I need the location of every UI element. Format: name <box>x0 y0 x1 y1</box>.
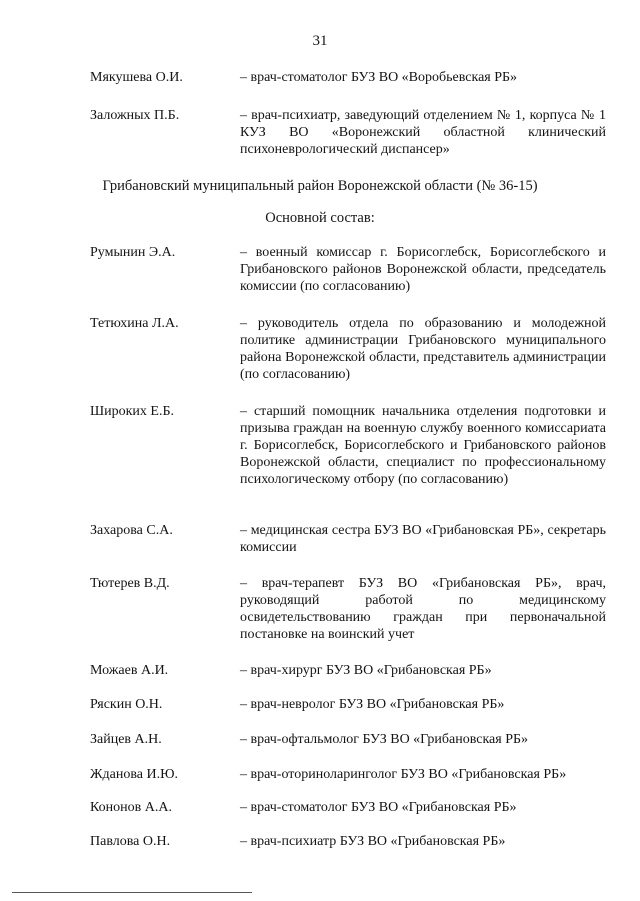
member-role: – руководитель отдела по образованию и молодежной политике администрации Грибановского муниципального района Воронежской области, представитель администрации (по согласованию) <box>240 316 606 382</box>
member-name: Румынин Э.А. <box>90 245 176 260</box>
district-heading: Грибановский муниципальный район Воронежской области (№ 36-15) <box>102 178 538 194</box>
section-heading: Основной состав: <box>265 210 375 226</box>
member-name: Павлова О.Н. <box>90 834 171 849</box>
member-name: Кононов А.А. <box>90 800 172 815</box>
member-role: – старший помощник начальника отделения подготовки и призыва граждан на военную службу военного комиссариата г. Борисоглебск, Борисоглебского и Грибановского районов Воронежской области, специалист по профессиональному психологическому отбору (по согласованию) <box>240 404 606 487</box>
member-role: – врач-невролог БУЗ ВО «Грибановская РБ» <box>240 697 505 712</box>
member-role: – медицинская сестра БУЗ ВО «Грибановская РБ», секретарь комиссии <box>240 523 606 555</box>
member-name: Заложных П.Б. <box>90 108 180 123</box>
member-name: Можаев А.И. <box>90 663 169 678</box>
member-name: Жданова И.Ю. <box>90 767 179 782</box>
member-name: Тютерев В.Д. <box>90 576 170 591</box>
member-name: Тетюхина Л.А. <box>90 316 179 331</box>
member-name: Ряскин О.Н. <box>90 697 163 712</box>
member-role: – врач-хирург БУЗ ВО «Грибановская РБ» <box>240 663 492 678</box>
member-name: Зайцев А.Н. <box>90 732 162 747</box>
member-role: – врач-офтальмолог БУЗ ВО «Грибановская РБ» <box>240 732 529 747</box>
member-role: – врач-стоматолог БУЗ ВО «Грибановская РБ» <box>240 800 517 815</box>
member-role: – врач-терапевт БУЗ ВО «Грибановская РБ», врач, руководящий работой по медицинскому освидетельствованию граждан при первоначальной постановке на воинский учет <box>240 576 606 642</box>
page-number: 31 <box>312 33 328 49</box>
member-role: – врач-психиатр, заведующий отделением № 1, корпуса № 1 КУЗ ВО «Воронежский областной клинический психоневрологический диспансер» <box>240 108 606 157</box>
member-name: Мякушева О.И. <box>90 70 183 85</box>
member-role: – врач-оториноларинголог БУЗ ВО «Грибановская РБ» <box>240 767 567 782</box>
member-role: – врач-стоматолог БУЗ ВО «Воробьевская РБ» <box>240 70 518 85</box>
member-name: Захарова С.А. <box>90 523 173 538</box>
footer-divider <box>12 892 252 893</box>
member-name: Широких Е.Б. <box>90 404 174 419</box>
member-role: – врач-психиатр БУЗ ВО «Грибановская РБ» <box>240 834 506 849</box>
member-role: – военный комиссар г. Борисоглебск, Борисоглебского и Грибановского районов Воронежской области, председатель комиссии (по согласованию) <box>240 245 606 294</box>
